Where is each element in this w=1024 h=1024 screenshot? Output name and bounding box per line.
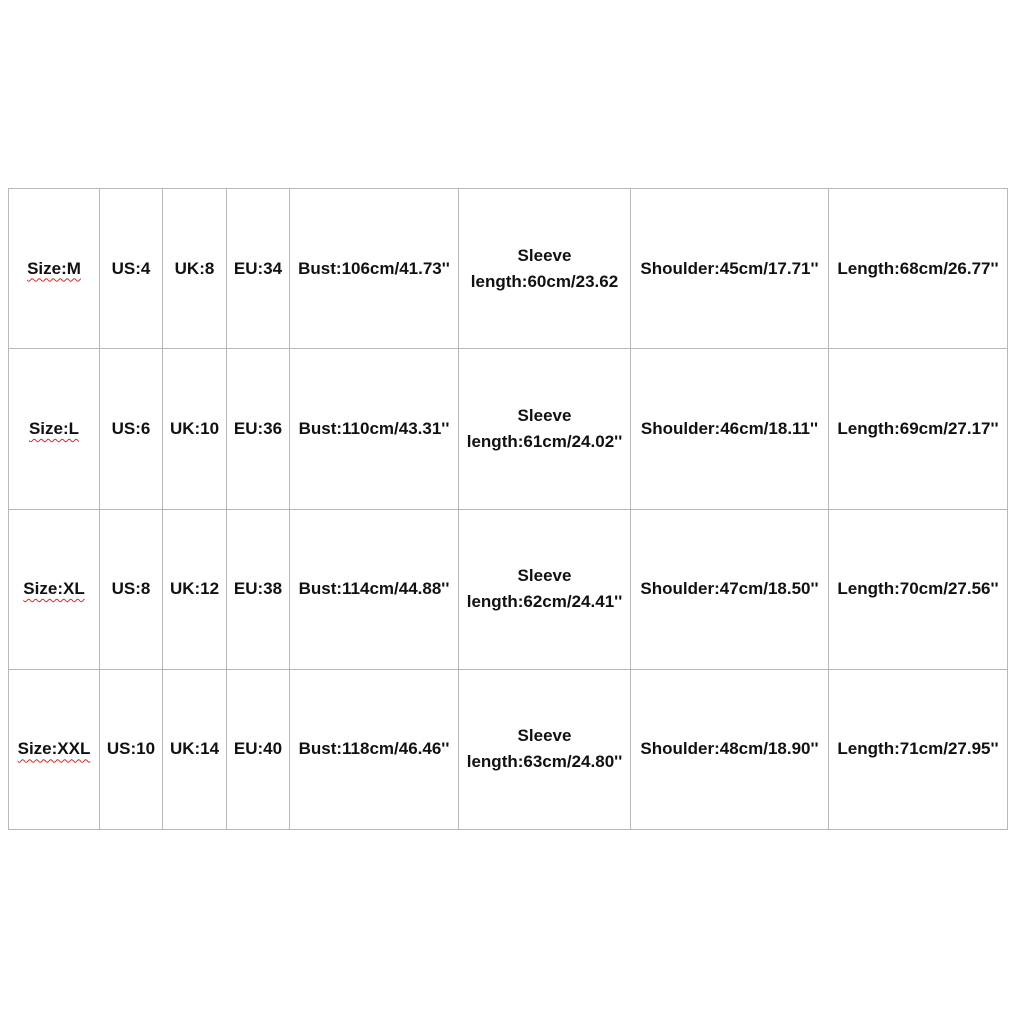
length-cell: Length:68cm/26.77'' (829, 189, 1008, 349)
sleeve-value: length:63cm/24.80'' (466, 752, 623, 772)
us-size-cell: US:6 (100, 349, 163, 509)
us-size-cell: US:8 (100, 509, 163, 669)
size-chart-table (8, 188, 1008, 830)
uk-size-cell: UK:10 (163, 349, 227, 509)
size-row-l (9, 349, 1008, 509)
sleeve-length-cell (459, 509, 631, 669)
length-cell: Length:69cm/27.17'' (829, 349, 1008, 509)
shoulder-cell: Shoulder:46cm/18.11'' (631, 349, 829, 509)
size-cell (9, 509, 100, 669)
shoulder-cell: Shoulder:48cm/18.90'' (631, 669, 829, 829)
length-cell: Length:70cm/27.56'' (829, 509, 1008, 669)
size-cell (9, 189, 100, 349)
shoulder-cell: Shoulder:47cm/18.50'' (631, 509, 829, 669)
size-cell (9, 669, 100, 829)
size-label: Size:XXL (17, 739, 91, 759)
us-size-cell: US:4 (100, 189, 163, 349)
size-label: Size:M (27, 258, 81, 278)
us-size-cell: US:10 (100, 669, 163, 829)
sleeve-length-cell (459, 349, 631, 509)
length-cell: Length:71cm/27.95'' (829, 669, 1008, 829)
sleeve-length-cell (459, 189, 631, 349)
bust-cell: Bust:106cm/41.73'' (290, 189, 459, 349)
sleeve-label: Sleeve (517, 566, 572, 586)
bust-cell: Bust:114cm/44.88'' (290, 509, 459, 669)
sleeve-value: length:61cm/24.02'' (466, 431, 623, 451)
size-label: Size:XL (23, 579, 85, 599)
uk-size-cell: UK:12 (163, 509, 227, 669)
sleeve-value: length:60cm/23.62 (470, 271, 619, 291)
sleeve-value: length:62cm/24.41'' (466, 592, 623, 612)
bust-cell: Bust:118cm/46.46'' (290, 669, 459, 829)
size-row-xl (9, 509, 1008, 669)
shoulder-cell: Shoulder:45cm/17.71'' (631, 189, 829, 349)
uk-size-cell: UK:14 (163, 669, 227, 829)
sleeve-length-cell (459, 669, 631, 829)
sleeve-label: Sleeve (517, 726, 572, 746)
eu-size-cell: EU:34 (227, 189, 290, 349)
size-label: Size:L (28, 418, 80, 438)
bust-cell: Bust:110cm/43.31'' (290, 349, 459, 509)
size-row-xxl (9, 669, 1008, 829)
eu-size-cell: EU:38 (227, 509, 290, 669)
sleeve-label: Sleeve (517, 245, 572, 265)
size-row-m (9, 189, 1008, 349)
eu-size-cell: EU:36 (227, 349, 290, 509)
sleeve-label: Sleeve (517, 405, 572, 425)
eu-size-cell: EU:40 (227, 669, 290, 829)
uk-size-cell: UK:8 (163, 189, 227, 349)
size-cell (9, 349, 100, 509)
